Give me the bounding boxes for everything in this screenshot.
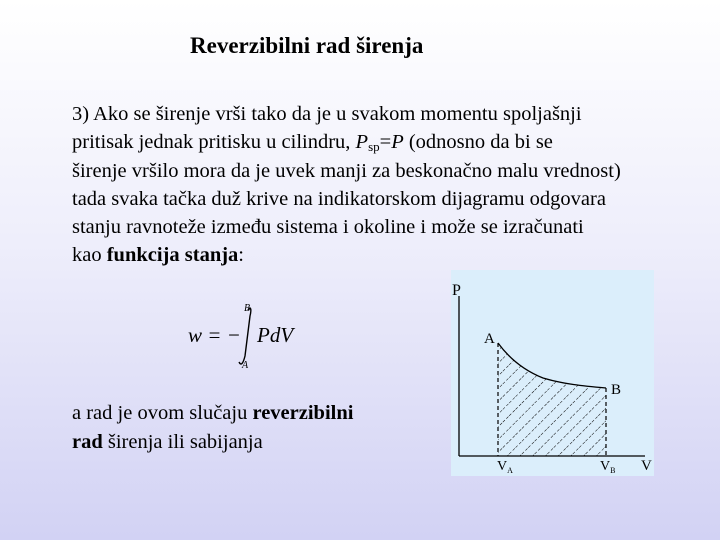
va-tick-label — [497, 459, 513, 475]
p-axis-label: P — [452, 282, 461, 299]
pv-indicator-diagram — [451, 270, 654, 476]
va-main: V — [497, 459, 508, 474]
subscript-sp: sp — [368, 139, 380, 155]
formula-lhs: w = − — [188, 323, 241, 347]
text-run: (odnosno da bi se — [403, 131, 553, 154]
paragraph-line: tada svaka tačka duž krive na indikatorskom dijagramu odgovara — [72, 187, 606, 210]
slide-title: Reverzibilni rad širenja — [190, 33, 424, 58]
va-subscript: A — [507, 466, 513, 475]
text-run: širenja ili sabijanja — [102, 430, 263, 453]
paragraph-line: 3) Ako se širenje vrši tako da je u svakom momentu spoljašnji — [72, 103, 582, 125]
pv-diagram-graphic — [451, 270, 654, 476]
point-b-label: B — [611, 382, 622, 398]
paragraph-line — [72, 128, 717, 156]
v-axis-label: V — [641, 458, 652, 474]
point-a-label: A — [484, 331, 495, 347]
work-integral-formula — [185, 300, 315, 372]
integral-upper-limit: B — [244, 303, 251, 314]
text-run: kao — [72, 244, 107, 267]
bold-term-work: rad — [72, 430, 103, 453]
paragraph-reversible-condition — [72, 100, 717, 270]
paragraph-line — [72, 399, 353, 428]
vb-subscript: B — [610, 466, 616, 475]
integral-lower-limit: A — [242, 360, 249, 371]
paragraph-line: stanju ravnoteže između sistema i okoline i može se izračunati — [72, 216, 584, 239]
work-area-hatching — [498, 330, 608, 458]
bold-term-state-function: funkcija stanja — [106, 244, 239, 267]
pressure-symbol: P — [355, 131, 369, 154]
formula-graphic — [185, 300, 315, 372]
paragraph-line — [72, 428, 353, 457]
vb-main: V — [600, 459, 611, 474]
paragraph-line: širenje vršilo mora da je uvek manji za beskonačno malu vrednost) — [72, 159, 621, 182]
bold-term-reversible: reverzibilni — [252, 402, 354, 424]
text-run: a rad je ovom slučaju — [72, 402, 253, 424]
formula-integrand: PdV — [257, 323, 294, 347]
text-run: pritisak jednak pritisku u cilindru, — [72, 131, 356, 154]
paragraph-line — [72, 241, 717, 269]
paragraph-reversible-work — [72, 399, 353, 456]
equals-sign: = — [379, 131, 392, 154]
pressure-symbol: P — [391, 131, 404, 154]
vb-tick-label — [600, 459, 615, 475]
text-run: : — [238, 244, 244, 267]
